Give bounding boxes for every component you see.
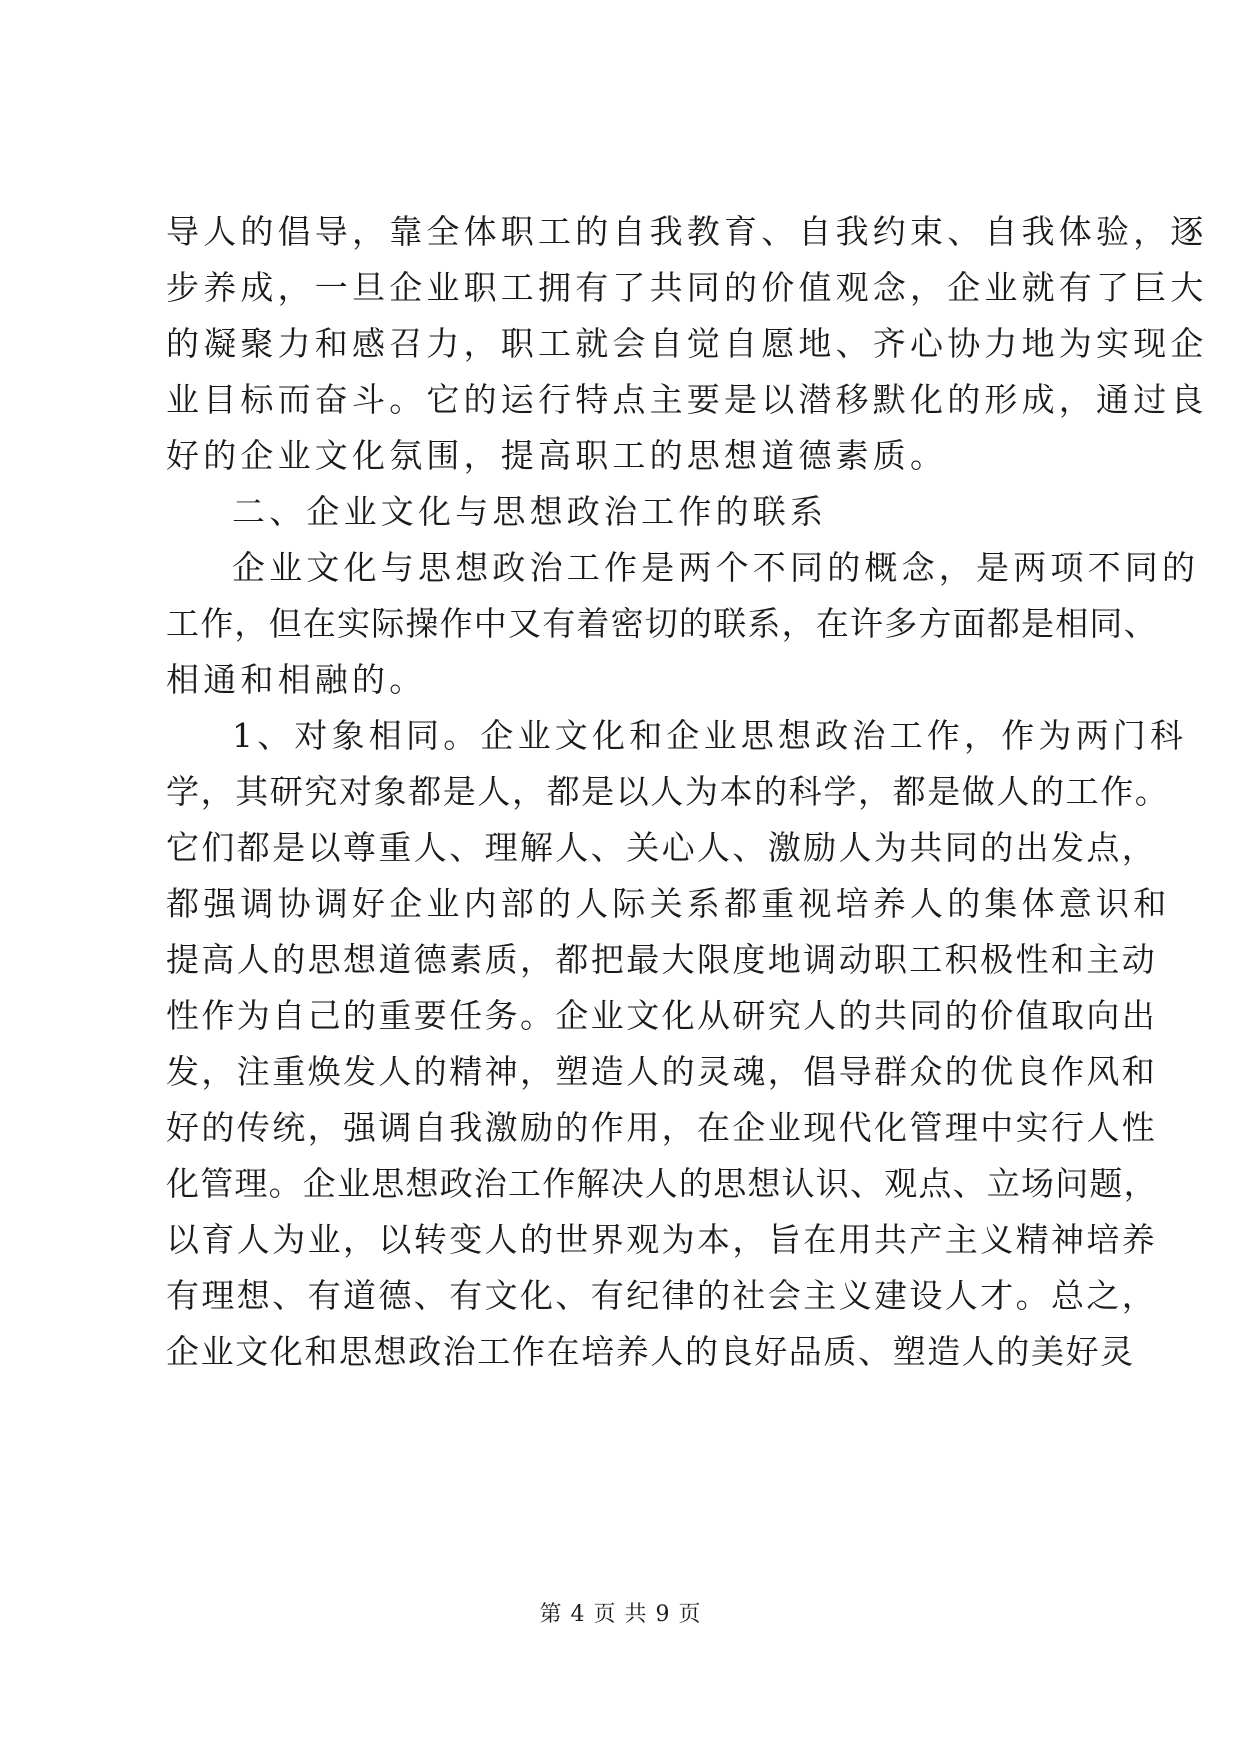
text-line: 都强调协调好企业内部的人际关系都重视培养人的集体意识和	[166, 884, 1171, 923]
text-line: 有理想、有道德、有文化、有纪律的社会主义建设人才。总之，	[166, 1276, 1158, 1315]
text-line: 化管理。企业思想政治工作解决人的思想认识、观点、立场问题，	[166, 1164, 1158, 1203]
text-line: 提高人的思想道德素质，都把最大限度地调动职工积极性和主动	[166, 940, 1158, 979]
text-line: 相通和相融的。	[166, 660, 427, 699]
text-line: 企业文化与思想政治工作是两个不同的概念，是两项不同的	[232, 548, 1200, 587]
text-line: 1、对象相同。企业文化和企业思想政治工作，作为两门科	[232, 716, 1188, 755]
text-line: 它们都是以尊重人、理解人、关心人、激励人为共同的出发点，	[166, 828, 1158, 867]
text-line: 的凝聚力和感召力，职工就会自觉自愿地、齐心协力地为实现企	[166, 324, 1208, 363]
text-line: 步养成，一旦企业职工拥有了共同的价值观念，企业就有了巨大	[166, 268, 1208, 307]
section-heading: 二、企业文化与思想政治工作的联系	[232, 492, 828, 531]
text-line: 业目标而奋斗。它的运行特点主要是以潜移默化的形成，通过良	[166, 380, 1208, 419]
text-line: 工作，但在实际操作中又有着密切的联系，在许多方面都是相同、	[166, 604, 1158, 643]
page-number-footer: 第 4 页 共 9 页	[539, 1602, 702, 1627]
text-line: 好的传统，强调自我激励的作用，在企业现代化管理中实行人性	[166, 1108, 1158, 1147]
text-line: 发，注重焕发人的精神，塑造人的灵魂，倡导群众的优良作风和	[166, 1052, 1158, 1091]
text-line: 性作为自己的重要任务。企业文化从研究人的共同的价值取向出	[166, 996, 1158, 1035]
text-line: 学，其研究对象都是人，都是以人为本的科学，都是做人的工作。	[166, 772, 1170, 811]
text-line: 导人的倡导，靠全体职工的自我教育、自我约束、自我体验，逐	[166, 212, 1208, 251]
text-line: 以育人为业，以转变人的世界观为本，旨在用共产主义精神培养	[166, 1220, 1158, 1259]
text-line: 好的企业文化氛围，提高职工的思想道德素质。	[166, 436, 948, 475]
text-line: 企业文化和思想政治工作在培养人的良好品质、塑造人的美好灵	[166, 1332, 1135, 1371]
